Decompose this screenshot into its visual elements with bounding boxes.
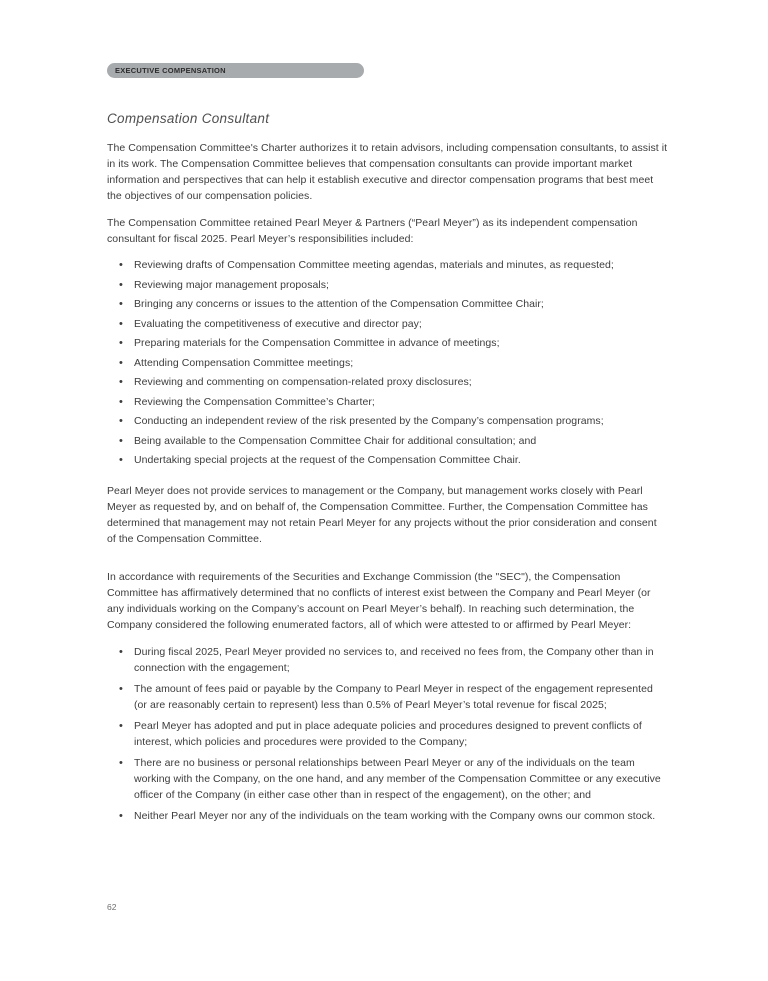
bullet-item xyxy=(107,718,668,750)
bullet-text: Reviewing the Compensation Committee’s Charter; xyxy=(134,395,375,408)
bullet-item xyxy=(107,277,668,293)
paragraph-retained: The Compensation Committee retained Pearl Meyer & Partners (“Pearl Meyer”) as its independent compensation consultant for fiscal 2025. Pearl Meyer’s responsibilities included: xyxy=(107,216,638,245)
bullet-text: Pearl Meyer has adopted and put in place adequate policies and procedures designed to prevent conflicts of interest, which policies and procedures were provided to the Company; xyxy=(134,719,642,748)
bullet-item xyxy=(107,296,668,312)
bullet-item xyxy=(107,355,668,371)
bullet-item xyxy=(107,681,668,713)
bullet-text: Being available to the Compensation Committee Chair for additional consultation; and xyxy=(134,434,537,447)
paragraph-charter: The Compensation Committee's Charter authorizes it to retain advisors, including compensation consultants, to assist it in its work. The Compensation Committee believes that compensation consultants can provide important market information and perspectives that can help it establish executive and director compensation programs that best meet the objectives of our compensation policies. xyxy=(107,142,668,202)
bullet-text: Preparing materials for the Compensation Committee in advance of meetings; xyxy=(134,337,500,349)
bullet-text: Undertaking special projects at the request of the Compensation Committee Chair. xyxy=(134,454,521,466)
section-heading: Compensation Consultant xyxy=(107,111,270,126)
bullet-text: The amount of fees paid or payable by the Company to Pearl Meyer in respect of the engagement represented (or are reasonably certain to represent) less than 0.5% of Pearl Meyer’s total revenue for fiscal 2025; xyxy=(134,682,653,711)
bullet-item xyxy=(107,413,668,429)
bullet-item xyxy=(107,257,668,273)
bullet-item xyxy=(107,374,668,390)
bullet-item xyxy=(107,394,668,410)
page-number: 62 xyxy=(107,902,117,912)
bullet-text: Reviewing drafts of Compensation Committee meeting agendas, materials and minutes, as requested; xyxy=(134,259,614,271)
page-content xyxy=(0,63,768,824)
bullet-text: Bringing any concerns or issues to the attention of the Compensation Committee Chair; xyxy=(134,298,544,310)
bullet-item xyxy=(107,316,668,332)
section-banner-label: EXECUTIVE COMPENSATION xyxy=(115,66,226,75)
responsibilities-list xyxy=(107,257,668,468)
bullet-text: Reviewing and commenting on compensation-related proxy disclosures; xyxy=(134,376,472,388)
bullet-text: There are no business or personal relationships between Pearl Meyer or any of the individuals on the team working with the Company, on the one hand, and any member of the Compensation Committee or any executive officer of the Company (in either case other than in respect of the engagement), on the other; and xyxy=(134,756,661,801)
bullet-item xyxy=(107,755,668,803)
bullet-text: Conducting an independent review of the risk presented by the Company’s compensation programs; xyxy=(134,415,604,427)
factors-list xyxy=(107,644,668,824)
bullet-item xyxy=(107,433,668,449)
paragraph-no-services: Pearl Meyer does not provide services to management or the Company, but management works closely with Pearl Meyer as requested by, and on behalf of, the Compensation Committee. Further, the Compensation Committee has determined that management may not retain Pearl Meyer for any projects without the prior consideration and consent of the Compensation Committee. xyxy=(107,485,657,545)
bullet-text: During fiscal 2025, Pearl Meyer provided no services to, and received no fees from, the Company other than in connection with the engagement; xyxy=(134,645,654,674)
bullet-text: Reviewing major management proposals; xyxy=(134,278,330,291)
bullet-item xyxy=(107,808,668,824)
bullet-item xyxy=(107,644,668,676)
bullet-item xyxy=(107,335,668,351)
bullet-text: Evaluating the competitiveness of executive and director pay; xyxy=(134,317,422,330)
bullet-item xyxy=(107,452,668,468)
bullet-text: Neither Pearl Meyer nor any of the individuals on the team working with the Company owns our common stock. xyxy=(134,809,656,822)
paragraph-sec-conflicts: In accordance with requirements of the Securities and Exchange Commission (the "SEC"), the Compensation Committee has affirmatively determined that no conflicts of interest exist between the Company and Pearl Meyer (or any individuals working on the Company’s account on Pearl Meyer’s behalf). In reaching such determination, the Company considered the following enumerated factors, all of which were attested to or affirmed by Pearl Meyer: xyxy=(107,571,651,631)
bullet-text: Attending Compensation Committee meetings; xyxy=(134,356,354,369)
section-banner xyxy=(107,63,364,78)
